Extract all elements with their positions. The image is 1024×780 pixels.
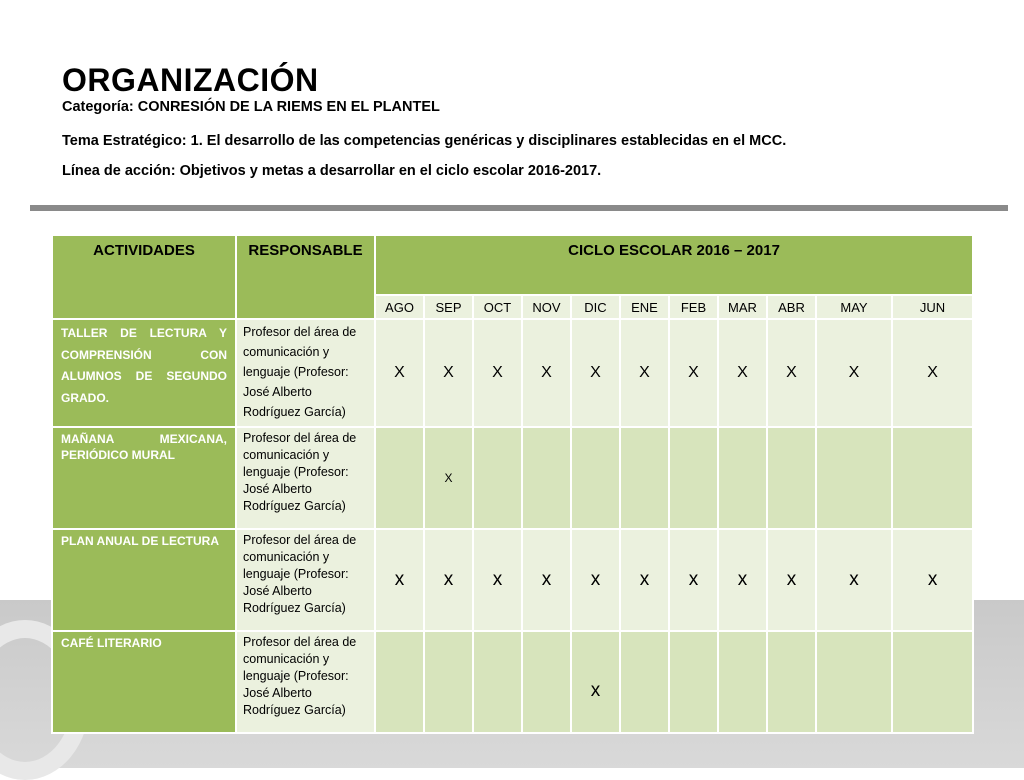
schedule-mark: X (424, 427, 473, 529)
schedule-mark (620, 631, 669, 733)
schedule-mark: x (718, 529, 767, 631)
schedule-mark (816, 427, 892, 529)
month-header: MAR (718, 295, 767, 319)
month-header: JUN (892, 295, 973, 319)
schedule-mark: x (767, 529, 816, 631)
schedule-mark: X (375, 319, 424, 427)
category-line: Categoría: CONRESIÓN DE LA RIEMS EN EL PLANTEL (62, 99, 440, 115)
schedule-mark (892, 631, 973, 733)
schedule-mark (816, 631, 892, 733)
table-row (52, 529, 973, 631)
table-row (52, 427, 973, 529)
schedule-mark (473, 427, 522, 529)
schedule-mark (767, 631, 816, 733)
schedule-mark (571, 427, 620, 529)
table-row (52, 319, 973, 427)
activity-cell: PLAN ANUAL DE LECTURA (52, 529, 236, 631)
schedule-mark: x (522, 529, 571, 631)
activity-cell: MAÑANA MEXICANA, PERIÓDICO MURAL (52, 427, 236, 529)
slide-header (62, 62, 982, 180)
schedule-mark: x (571, 529, 620, 631)
action-line: Línea de acción: Objetivos y metas a desarrollar en el ciclo escolar 2016-2017. (62, 163, 602, 179)
month-header: ENE (620, 295, 669, 319)
header-responsable: RESPONSABLE (236, 235, 375, 319)
schedule-mark: X (669, 319, 718, 427)
schedule-mark (473, 631, 522, 733)
schedule-mark (522, 631, 571, 733)
responsible-cell: Profesor del área de comunicación y lenguaje (Profesor: José Alberto Rodríguez García) (236, 529, 375, 631)
month-header: DIC (571, 295, 620, 319)
month-header: ABR (767, 295, 816, 319)
schedule-mark (718, 631, 767, 733)
schedule-mark: X (424, 319, 473, 427)
schedule-mark (620, 427, 669, 529)
month-header: SEP (424, 295, 473, 319)
schedule-mark: X (816, 319, 892, 427)
schedule-mark (424, 631, 473, 733)
schedule-mark: x (424, 529, 473, 631)
divider-rule (30, 205, 1008, 211)
schedule-mark (375, 427, 424, 529)
schedule-mark (522, 427, 571, 529)
month-header: AGO (375, 295, 424, 319)
schedule-mark: x (669, 529, 718, 631)
schedule-mark: X (620, 319, 669, 427)
schedule-mark: X (571, 319, 620, 427)
schedule-mark: x (620, 529, 669, 631)
month-header: OCT (473, 295, 522, 319)
schedule-mark: X (892, 319, 973, 427)
schedule-mark: x (375, 529, 424, 631)
header-ciclo-escolar: CICLO ESCOLAR 2016 – 2017 (375, 235, 973, 295)
schedule-mark (669, 427, 718, 529)
page-title: ORGANIZACIÓN (62, 62, 319, 98)
month-header: MAY (816, 295, 892, 319)
schedule-mark: X (767, 319, 816, 427)
schedule-mark: x (571, 631, 620, 733)
header-actividades: ACTIVIDADES (52, 235, 236, 319)
month-header: NOV (522, 295, 571, 319)
month-header: FEB (669, 295, 718, 319)
activities-table (51, 234, 974, 734)
schedule-mark (375, 631, 424, 733)
schedule-mark (669, 631, 718, 733)
strategic-theme-line: Tema Estratégico: 1. El desarrollo de las competencias genéricas y disciplinares establecidas en el MCC. (62, 133, 787, 149)
responsible-cell: Profesor del área de comunicación y lenguaje (Profesor: José Alberto Rodríguez García) (236, 631, 375, 733)
schedule-mark: x (892, 529, 973, 631)
table-row (52, 631, 973, 733)
activity-cell: TALLER DE LECTURA Y COMPRENSIÓN CON ALUMNOS DE SEGUNDO GRADO. (52, 319, 236, 427)
responsible-cell: Profesor del área de comunicación y lenguaje (Profesor: José Alberto Rodríguez García) (236, 427, 375, 529)
schedule-mark: X (522, 319, 571, 427)
schedule-mark (892, 427, 973, 529)
schedule-mark (718, 427, 767, 529)
schedule-mark: x (816, 529, 892, 631)
schedule-mark: x (473, 529, 522, 631)
activity-cell: CAFÉ LITERARIO (52, 631, 236, 733)
schedule-mark: X (473, 319, 522, 427)
schedule-mark: X (718, 319, 767, 427)
schedule-mark (767, 427, 816, 529)
responsible-cell: Profesor del área de comunicación y lenguaje (Profesor: José Alberto Rodríguez García) (236, 319, 375, 427)
